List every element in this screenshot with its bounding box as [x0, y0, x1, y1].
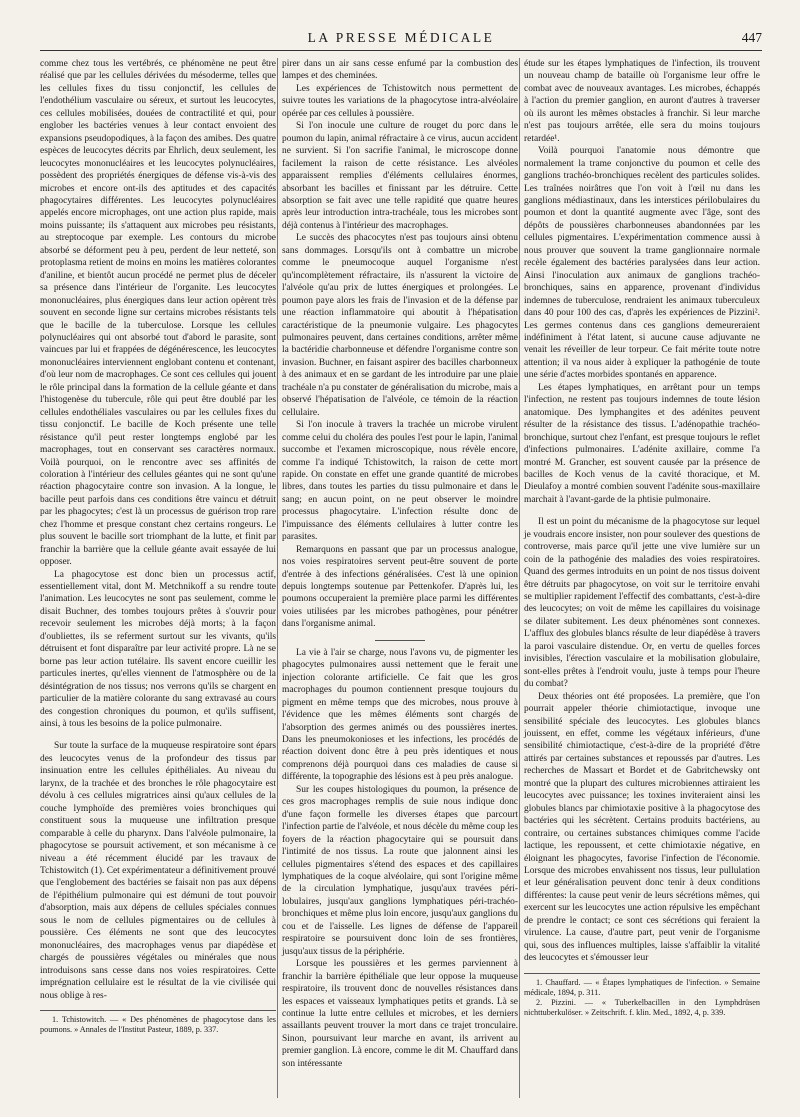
paragraph: comme chez tous les vertébrés, ce phénomène ne peut être réalisé que par les cellules dérivées du mésoderme, telles que les cellules fixes du tissu conjonctif, les cellules de l'endothélium vasculaire ou séreux, et surtout les leucocytes, ces cellules mobilisées, douées de contractilité et qui, pour englober les bactéries venues à leur contact envoient des expansions pseudopodiques, à la façon des amibes. Des quatre espèces de leucocytes décrits par Ehrlich, deux seulement, les leucocytes mononucléaires et les leucocytes polynucléaires, possèdent des propriétés énergiques de défense vis-à-vis des microbes et encore ont-ils des aptitudes et des capacités phagocytaires différentes. Les leucocytes polynucléaires appelés encore microphages, ont une action plus rapide, mais moins puissante; ils s'attaquent aux microbes peu résistants, au streptocoque par exemple. Les contours du microbe absorbé se déforment peu à peu, perdent de leur netteté, son protoplasma retient de moins en moins les matières colorantes d'aniline, et bientôt aucun procédé ne permet plus de déceler sa présence dans l'intérieur de l'organite. Les leucocytes mononucléaires, plus énergiques dans leur action opèrent très souvent en seconde ligne sur certains microbes résistants tels que le bacille de la tuberculose. Lorsque les cellules polynucléaires qui ont absorbé tout d'abord le parasite, sont vaincues par lui et frappées de dégénérescence, les leucocytes mononucléaires interviennent englobant contenu et contenant, d'où leur nom de macrophages. Ce sont ces cellules qui jouent le rôle principal dans la formation de la cellule géante et dans l'histogenèse du tubercule, rôle qui peut être doublé par les cellules endothéliales vasculaires ou par les cellules fixes du tissu conjonctif. Le bacille de Koch présente une telle résistance qu'il peut rester longtemps englobé par les macrophages, tout en conservant ses caractères normaux. Voilà pourquoi, on le rencontre avec ses affinités de coloration à l'intérieur des cellules géantes qui ne sont qu'une réaction phagocytaire contre son invasion. A la longue, le bacille peut parfois dans ces conditions être vaincu et détruit par les phagocytes; c'est là un processus de guérison trop rare chez l'homme et presque constant chez certains rongeurs. Le plus souvent le bacille sort triomphant de la lutte, et finit par franchir la barrière que la cellule géante avait essayée de lui opposer.: [40, 59, 276, 568]
footnote: 1. Tchistowitch. — « Des phénomènes de phagocytose dans les poumons. » Annales de l'Institut Pasteur, 1889, p. 337.: [40, 1014, 276, 1034]
column-2: [282, 58, 518, 1070]
footnote: 2. Pizzini. — « Tuberkelbacillen in den Lymphdrüsen nichttuberkulöser. » Zeitschrift. f. klin. Med., 1892, 4, p. 339.: [524, 997, 760, 1017]
column-1: [40, 58, 276, 1035]
paragraph: Les expériences de Tchistowitch nous permettent de suivre toutes les variations de la phagocytose intra-alvéolaire opérée par ces cellules à poussière.: [282, 83, 518, 119]
paragraph: Si l'on inocule une culture de rouget du porc dans le poumon du lapin, animal réfractaire à ce virus, aucun accident ne survient. Si l'on sacrifie l'animal, le microscope donne facilement la raison de cette résistance. Les alvéoles apparaissent remplies d'éléments cellulaires énormes, absorbant les bacilles et finissant par les détruire. Cette absorption se fait avec une telle rapidité que quatre heures après leur introduction intra-trachéale, tous les microbes sont déjà contenus à l'intérieur des macrophages.: [282, 121, 518, 231]
paragraph: pirer dans un air sans cesse enfumé par la combustion des lampes et des cheminées.: [282, 59, 518, 82]
paragraph: Lorsque les poussières et les germes parviennent à franchir la barrière épithéliale que leur oppose la muqueuse respiratoire, ils trouvent donc de nouvelles résistances dans les espaces et vaisseaux lymphatiques petits et grands. Là se continue la lutte entre cellules et microbes, et les derniers assaillants peuvent trouver la mort dans ce trajet tronculaire. Sinon, poursuivant leur marche en avant, ils arrivent au premier ganglion. Là encore, comme le dit M. Chauffard dans son intéressante: [282, 959, 518, 1069]
paragraph: Il est un point du mécanisme de la phagocytose sur lequel je voudrais encore insister, non pour soulever des questions de controverse, mais parce qu'il jette une vive lumière sur un coin de la pathogénie des maladies des voies respiratoires. Quand des germes introduits en un point de nos tissus doivent être détruits par phagocytose, on voit sur le territoire envahi se multiplier rapidement l'effectif des combattants, c'est-à-dire des leucocytes; on voit de même les capillaires du voisinage se dilater subitement. Les deux phénomènes sont connexes. L'afflux des globules blancs résulte de leur diapédèse à travers la paroi vasculaire distendue. Or, en vertu de quelles forces invisibles, l'érection vasculaire et la mobilisation globulaire, sont-elles prêtes à l'endroit voulu, juste à temps pour l'heure du combat?: [524, 517, 760, 690]
column-rule: [277, 58, 278, 1098]
paragraph: Sur les coupes histologiques du poumon, la présence de ces gros macrophages remplis de suie nous indique donc d'une façon formelle les diverses étapes que parcourt l'infection partie de l'alvéole, et nous décèle du même coup les foyers de la réaction phagocytaire qui se poursuit dans l'intimité de nos tissus. La route que jalonnent ainsi les cellules pigmentaires s'étend des espaces et des capillaires lymphatiques de la coque alvéolaire, qui sont l'origine même de la circulation lymphatique, jusqu'aux travées péri-lobulaires, jusqu'aux ganglions lymphatiques péri-trachéo-bronchiques et même plus loin encore, jusqu'aux ganglions du cou et de l'aisselle. Les lignes de défense de l'appareil respiratoire se poursuivent donc loin de ses frontières, jusqu'aux tissus de la périphérie.: [282, 784, 518, 957]
footnote: 1. Chauffard. — « Étapes lymphatiques de l'infection. » Semaine médicale, 1894, p. 311.: [524, 977, 760, 997]
paragraph: La vie à l'air se charge, nous l'avons vu, de pigmenter les phagocytes pulmonaires aussi nettement que le ferait une injection colorante artificielle. Ce fait que les gros macrophages du poumon contiennent presque toujours du pigment en même temps que des microbes, nous prouve à l'évidence que les mêmes éléments sont chargés de l'absorption des germes animés ou des poussières inertes. Dans les pneumokonioses et les infections, les procédés de réaction doivent donc être à peu près identiques et nous comprenons déjà pourquoi dans ces maladies de cause si différente, la topographie des lésions est à peu près analogue.: [282, 647, 518, 783]
paragraph: Remarquons en passant que par un processus analogue, nos voies respiratoires servent peut-être souvent de porte d'entrée à des infections généralisées. C'est là une opinion depuis longtemps soutenue par Pettenkofer. D'après lui, les poumons occuperaient la première place parmi les différentes voies utilisées par les microbes pathogènes, pour pénétrer dans l'organisme animal.: [282, 544, 518, 630]
paragraph: Le succès des phacocytes n'est pas toujours ainsi obtenu sans dommages. Lorsqu'ils ont à combattre un microbe comme le pneumocoque auquel l'organisme n'est qu'incomplètement réfractaire, ils n'assurent la victoire de l'alvéole qu'au prix de luttes énergiques et prolongées. Le poumon paye alors les frais de l'invasion et de la défense par une réaction inflammatoire qui aboutit à l'hépatisation caractéristique de la pneumonie vulgaire. Les phagocytes pulmonaires peuvent, dans certaines conditions, arrêter même la bactéridie charbonneuse et défendre l'organisme contre son invasion. Buchner, en faisant aspirer des bacilles charbonneux à des animaux et en se gardant de les introduire par une plaie trachéale n'a pu constater de généralisation du microbe, mais a observé l'hépatisation de l'alvéole, ce témoin de la réaction cellulaire.: [282, 233, 518, 418]
paragraph: Les étapes lymphatiques, en arrêtant pour un temps l'infection, ne restent pas toujours indemnes de toute lésion anatomique. Des lymphangites et des adénites peuvent résulter de la résistance des tissus. L'adénopathie trachéo-bronchique, surtout chez l'enfant, est presque toujours le reflet d'infections pulmonaires. L'adénite axillaire, comme l'a montré M. Grancher, est souvent causée par la présence de bacilles de Koch venus de la cavité thoracique, et M. Dieulafoy a montré combien souvent l'adénite sous-maxillaire marchait à l'avant-garde de la phtisie pulmonaire.: [524, 382, 760, 505]
paragraph: Deux théories ont été proposées. La première, que l'on pourrait appeler théorie chimiotactique, invoque une sensibilité spéciale des leucocytes. Les globules blancs jouissent, en effet, comme les végétaux inférieurs, d'une sensibilité chimiotactique, c'est-à-dire de la propriété d'être attirés par certaines substances et repoussés par d'autres. Les recherches de Massart et Bordet et de Gabritchewsky ont montré que la plupart des cultures microbiennes attiraient les leucocytes avec puissance; les toxines inviteraient ainsi les globules blancs par chimiotaxie positive à la phagocytose des bactéries qui les sécrètent. Certains produits bactériens, au contraire, ou certaines substances chimiques comme l'acide lactique, les repoussent, et cette chimiotaxie négative, en éloignant les phagocytes, favorise l'infection de l'économie. Lorsque des microbes envahissent nos tissus, leur pullulation et leur généralisation peuvent donc tenir à deux conditions différentes: la cause peut venir de leurs sécrétions mêmes, qui exercent sur les leucocytes une action répulsive les empêchant de prendre le contact; ce sont ces sécrétions qui feraient la virulence. La cause, d'autre part, peut venir de l'organisme qui, sous des influences multiples, laisse s'affaiblir la vitalité des leucocytes et s'émousser leur: [524, 691, 760, 964]
footnotes: [40, 1010, 276, 1035]
journal-title: LA PRESSE MÉDICALE: [307, 30, 495, 45]
paragraph: étude sur les étapes lymphatiques de l'infection, ils trouvent un nouveau champ de bataille où l'organisme leur offre le combat avec de nouveaux avantages. Les microbes, échappés à l'action du premier ganglion, en auront d'autres à traverser où ils auront les mêmes obstacles à franchir. Si leur marche n'est pas toujours arrêtée, elle sera du moins toujours retardée¹.: [524, 59, 760, 144]
page-header: [40, 28, 762, 51]
column-3: [524, 58, 760, 1018]
column-rule: [519, 58, 520, 1098]
paragraph: Sur toute la surface de la muqueuse respiratoire sont épars des leucocytes venus de la profondeur des tissus par insinuation entre les cellules épithéliales. Au niveau du larynx, de la trachée et des bronches le rôle phagocytaire est dévolu à ces cellules migratrices ainsi qu'aux cellules de la couche lymphoïde des premières voies bronchiques qui constituent sous la muqueuse une infiltration presque comparable à celle du pharynx. Dans l'alvéole pulmonaire, la phagocytose se poursuit activement, et son mécanisme à ce niveau a été récemment élucidé par les travaux de Tchistowitch (1). Cet expérimentateur a définitivement prouvé que l'englobement des bactéries se faisait non pas aux dépens de l'épithélium pulmonaire qui est démuni de tout pouvoir d'absorption, mais aux dépens de cellules spéciales connues sous le nom de cellules pigmentaires ou de cellules à poussière. Ces éléments ne sont que des leucocytes mononucléaires, des macrophages venus par diapédèse et chargés de poussières végétales ou minérales que nous introduisons sans cesse dans nos voies respiratoires. Cette imprégnation cellulaire est le résultat de la vie civilisée qui nous oblige à res-: [40, 741, 276, 1001]
page-number: 447: [741, 30, 762, 45]
paragraph: La phagocytose est donc bien un processus actif, essentiellement vital, dont M. Metchnikoff a su rendre toute l'animation. Les leucocytes ne sont pas seulement, comme le disait Buchner, des tombes toujours prêtes à s'ouvrir pour recevoir seulement les microbes déjà morts; à la façon d'oubliettes, ils se referment surtout sur les vivants, qu'ils détruisent et font disparaître par leur activité propre. Là ne se borne pas leur action tutélaire. Ils savent encore cueillir les particules inertes, qu'elles viennent de l'atmosphère ou de la désintégration de nos tissus; nos verrons qu'ils se chargent en particulier de la matière colorante du sang extravasé au cours des congestion chroniques du poumon, et qu'ils suffisent, ainsi, à tous les besoins de la police pulmonaire.: [40, 569, 276, 730]
section-divider: [375, 640, 425, 641]
paragraph: Si l'on inocule à travers la trachée un microbe virulent comme celui du choléra des poules l'est pour le lapin, l'animal succombe et l'examen microscopique, nous révèle encore, comme l'a indiqué Tchistowitch, la raison de cette mort rapide. On constate en effet une grande quantité de microbes libres, dans toutes les parties du tissu pulmonaire et dans le sang; en aucun point, on ne peut observer le moindre processus phagocytaire. L'infection résulte donc de l'impuissance des éléments cellulaires à lutter contre les parasites.: [282, 420, 518, 543]
footnotes: [524, 973, 760, 1018]
paragraph: Voilà pourquoi l'anatomie nous démontre que normalement la trame conjonctive du poumon et celle des ganglions trachéo-bronchiques recèlent des particules solides. Les traînées noirâtres que l'on voit à l'œil nu dans les ganglions médiastinaux, dans les interstices périlobulaires du poumon et dont la quantité augmente avec l'âge, sont des dépôts de poussières charbonneuses abandonnées par les cellules pigmentaires. L'expérimentation commence aussi à nous prouver que souvent la trame ganglionnaire normale recèle également des bactéries paralysées dans leur action. Ainsi l'inoculation aux animaux de ganglions trachéo-bronchiques, sains en apparence, provenant d'individus indemnes de tuberculose, rendraient les animaux tuberculeux dans 40 pour 100 des cas, d'après les expériences de Pizzini². Les germes contenus dans ces ganglions demeureraient indéfiniment à l'état latent, si aucune cause adjuvante ne venait les réveiller de leur torpeur. Ce fait mérite toute notre attention; il va nous aider à expliquer la pathogénie de toute une série d'actes morbides spontanés en apparence.: [524, 146, 760, 381]
